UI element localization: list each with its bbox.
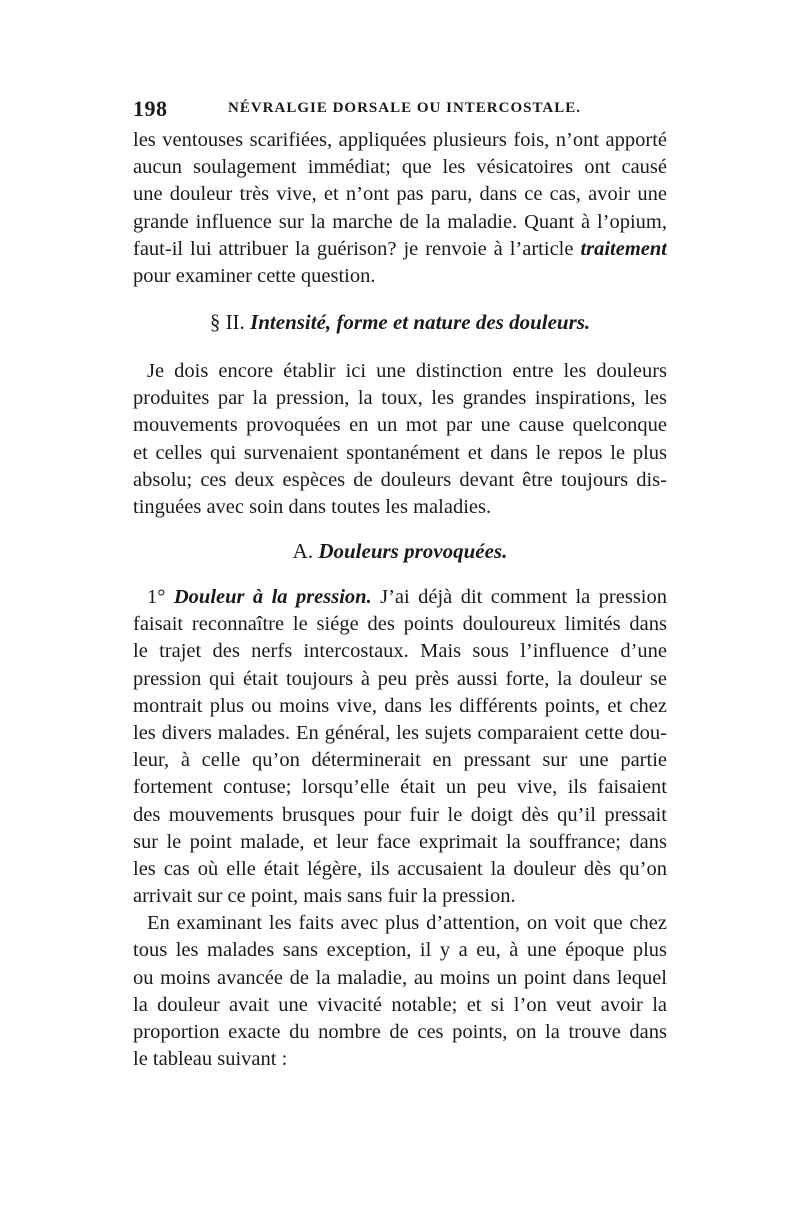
section-number: § II. — [209, 310, 245, 334]
text-line: sur le point malade, et leur face exprimait la souffrance; dans — [133, 830, 667, 853]
text-line: pour examiner cette question. — [133, 264, 376, 287]
text-line: aucun soulagement immédiat; que les vésicatoires ont causé — [133, 156, 667, 179]
text-line: les cas où elle était légère, ils accusaient la douleur dès qu’on — [133, 857, 667, 880]
page-number: 198 — [133, 96, 168, 121]
text-line: montrait plus ou moins vive, dans les différents points, et chez — [133, 694, 667, 717]
text-fragment: faut-il lui attribuer la guérison? je renvoie à l’article — [133, 237, 574, 260]
text-line: une douleur très vive, et n’ont pas paru, dans ce cas, avoir une — [133, 183, 667, 206]
opening-paragraph — [133, 127, 667, 290]
pression-paragraph — [133, 584, 667, 1073]
running-head — [133, 96, 667, 122]
section-heading — [133, 309, 667, 336]
text-line: grande influence sur la marche de la maladie. Quant à l’opium, — [133, 210, 667, 233]
text-line: absolu; ces deux espèces de douleurs devant être toujours dis- — [133, 468, 667, 491]
text-line: proportion exacte du nombre de ces points, on la trouve dans — [133, 1021, 667, 1043]
text-line-with-lead — [133, 584, 667, 611]
text-line: tinguées avec soin dans toutes les maladies. — [133, 495, 492, 518]
text-line: des mouvements brusques pour fuir le doigt dès qu’il pressait — [133, 803, 667, 826]
section-paragraph — [133, 358, 667, 521]
text-line: mouvements provoquées en un mot par une cause quelconque — [133, 414, 667, 437]
running-title: NÉVRALGIE DORSALE OU INTERCOSTALE. — [228, 100, 581, 116]
text-line: la douleur avait une vivacité notable; et si l’on veut avoir la — [133, 993, 667, 1016]
text-line: les ventouses scarifiées, appliquées plusieurs fois, n’ont apporté — [133, 129, 667, 151]
text-line: le tableau suivant : — [133, 1048, 288, 1071]
italic-word-traitement: traitement — [580, 237, 667, 260]
text-line-with-italic — [133, 236, 667, 263]
text-line: En examinant les faits avec plus d’attention, on voit que chez — [147, 912, 667, 935]
text-line: pression qui était toujours à peu près aussi forte, la douleur se — [133, 667, 667, 690]
text-line: leur, à celle qu’on déterminerait en pressant sur une partie — [133, 749, 667, 772]
text-line: arrivait sur ce point, mais sans fuir la pression. — [133, 885, 516, 908]
text-line: produites par la pression, la toux, les grandes inspirations, les — [133, 387, 667, 410]
lead-title: Douleur à la pression. — [173, 586, 372, 608]
text-line: faisait reconnaître le siége des points douloureux limités dans — [133, 613, 667, 636]
section-title: Intensité, forme et nature des douleurs. — [250, 310, 591, 334]
text-line: fortement contuse; lorsqu’elle était un peu vive, ils faisaient — [133, 776, 667, 799]
lead-number: 1° — [147, 586, 166, 608]
text-line: et celles qui survenaient spontanément et dans le repos le plus — [133, 441, 667, 464]
text-fragment: J’ai déjà dit comment la pression — [380, 586, 667, 608]
text-line: les divers malades. En général, les sujets comparaient cette dou- — [133, 721, 667, 744]
subsection-letter: A. — [292, 539, 314, 563]
subsection-heading — [133, 538, 667, 565]
text-line: Je dois encore établir ici une distinction entre les douleurs — [147, 360, 667, 382]
text-line: ou moins avancée de la maladie, au moins un point dans lequel — [133, 966, 667, 989]
text-line: le trajet des nerfs intercostaux. Mais sous l’influence d’une — [133, 640, 667, 663]
subsection-title: Douleurs provoquées. — [318, 539, 508, 563]
text-line: tous les malades sans exception, il y a eu, à une époque plus — [133, 939, 667, 962]
